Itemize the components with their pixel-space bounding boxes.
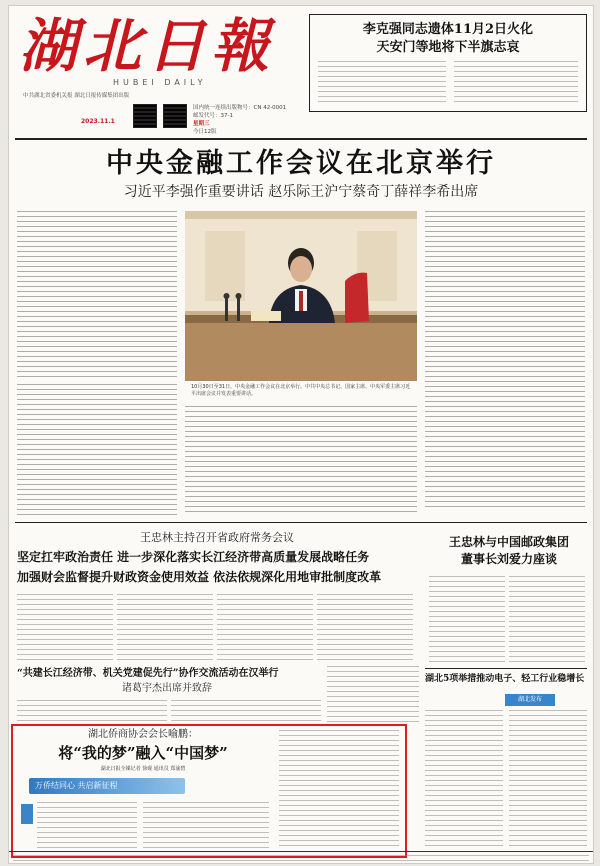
- lead-body-col-1: [17, 211, 177, 381]
- feature-kicker: 湖北侨商协会会长喻鹏：: [88, 729, 198, 740]
- story-4-body-col-2: [171, 700, 321, 724]
- story-2-body-col-3: [217, 594, 313, 664]
- masthead-logo: 湖北日報: [19, 12, 276, 80]
- lead-headline[interactable]: 中央金融工作会议在北京举行: [106, 148, 496, 179]
- top-news-title-2: 天安门等地将下半旗志哀: [376, 40, 520, 55]
- lead-body-col-3: [425, 211, 585, 511]
- lead-body-col-2: [185, 406, 417, 516]
- page-footer: [9, 851, 593, 864]
- photo-caption: 10月30日至31日，中央金融工作会议在北京举行。中共中央总书记、国家主席、中央军委主席习近平出席会议并发表重要讲话。: [191, 384, 411, 397]
- top-news-body-col-1: [318, 61, 446, 105]
- story-5-body-col-2: [509, 710, 587, 848]
- weekday-label: 星期三: [193, 121, 210, 127]
- story-5-divider: [425, 668, 587, 669]
- feature-section-marker-icon: [21, 804, 33, 824]
- masthead-pinyin: HUBEI DAILY: [113, 78, 207, 87]
- footer-text: [13, 855, 589, 861]
- lead-subheadline: 习近平李强作重要讲话 赵乐际王沪宁蔡奇丁薛祥李希出席: [123, 184, 479, 200]
- story-5-title[interactable]: 湖北5项举措推动电子、轻工行业稳增长: [425, 674, 585, 684]
- feature-body-col-3: [279, 730, 399, 850]
- newspaper-front-page: [8, 5, 594, 864]
- story-2-body-col-4: [317, 594, 413, 664]
- story-4-body-col-1: [17, 700, 167, 724]
- story-4-body-col-3: [327, 666, 419, 724]
- feature-title[interactable]: 将“我的梦”融入“中国梦”: [58, 744, 228, 762]
- section-divider: [15, 522, 587, 523]
- story-3-title-1[interactable]: 王忠林与中国邮政集团: [448, 535, 569, 549]
- story-3-body-col-2: [509, 576, 585, 662]
- lead-photo-illustration: [185, 211, 417, 381]
- issn-line: 国内统一连续出版物号：CN 42-0001: [193, 105, 287, 111]
- issue-date: 2023.11.1: [81, 118, 115, 125]
- feature-body-col-1: [37, 802, 137, 850]
- story-3-title-2[interactable]: 董事长刘爱力座谈: [460, 552, 557, 566]
- qr-code-icon: [163, 104, 187, 128]
- masthead-meta-right: [193, 104, 303, 136]
- story-2-kicker: 王忠林主持召开省政府常务会议: [140, 531, 294, 544]
- top-news-box[interactable]: [309, 14, 587, 112]
- feature-byline: 湖北日报全媒记者 徐砚 通讯员 郑渝碧: [100, 766, 186, 772]
- masthead-divider: [15, 138, 587, 140]
- feature-body-col-2: [143, 802, 269, 850]
- postal-code-line: 邮发代号：37-1: [193, 113, 233, 119]
- story-2-body-col-1: [17, 594, 113, 664]
- story-5-badge: 湖北发布: [505, 694, 555, 706]
- story-5-body-col-1: [425, 710, 503, 848]
- story-3-body-col-1: [429, 576, 505, 662]
- story-4-subtitle: 诸葛宇杰出席并致辞: [122, 683, 212, 694]
- qr-code-icon: [133, 104, 157, 128]
- feature-highlight-box[interactable]: [11, 724, 407, 858]
- story-2-body-col-2: [117, 594, 213, 664]
- page-count-label: 今日12版: [193, 129, 217, 135]
- story-4-title[interactable]: “共建长江经济带、机关党建促先行”协作交流活动在汉举行: [17, 668, 279, 679]
- story-2-title-1[interactable]: 坚定扛牢政治责任 进一步深化落实长江经济带高质量发展战略任务: [17, 550, 370, 564]
- top-news-title-1: 李克强同志遗体11月2日火化: [362, 22, 534, 37]
- masthead-meta-left: [23, 92, 133, 100]
- publisher-line: 中共湖北省委机关报 湖北日报传媒集团出版: [23, 93, 130, 99]
- lead-photo[interactable]: [185, 211, 417, 381]
- top-news-body-col-2: [454, 61, 578, 105]
- lead-body-col-1b: [17, 384, 177, 516]
- story-2-title-2[interactable]: 加强财会监督提升财政资金使用效益 依法依规深化用地审批制度改革: [17, 570, 382, 584]
- feature-banner: 万侨结同心 共启新征程: [29, 778, 185, 794]
